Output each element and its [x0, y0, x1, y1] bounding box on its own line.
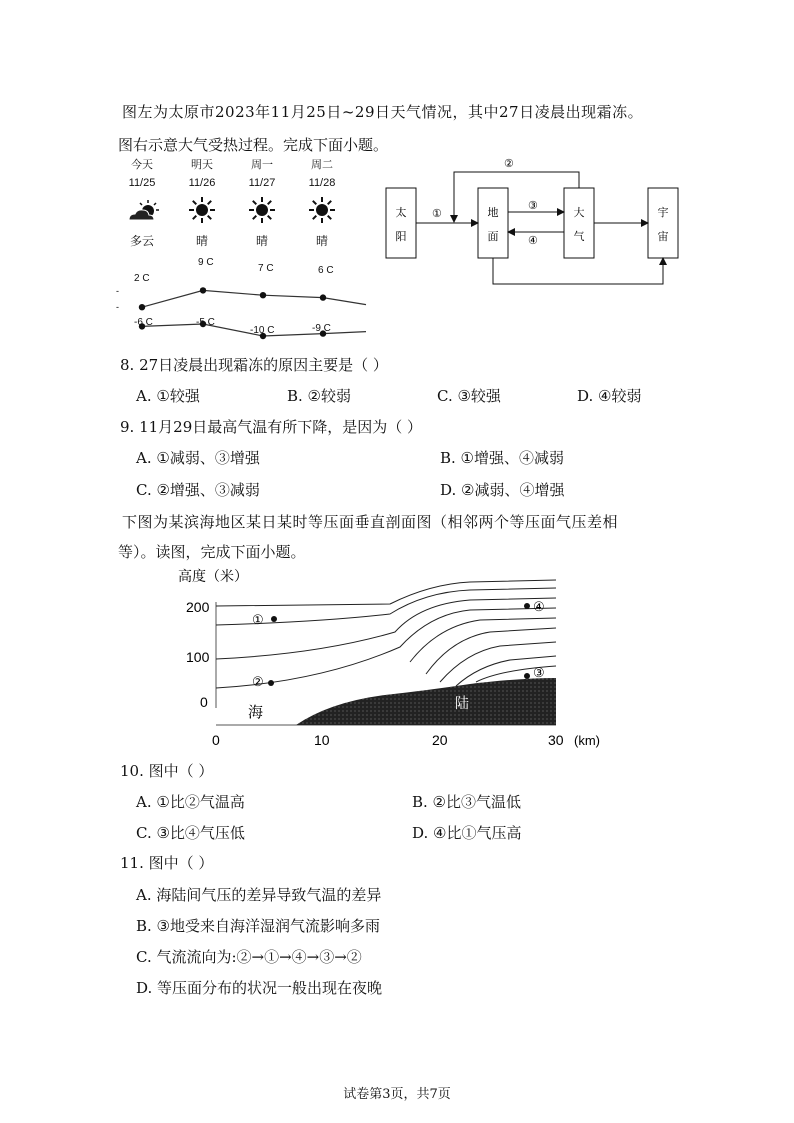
high-temp-point-2: [260, 292, 266, 298]
arrow-label-3: ③: [528, 200, 538, 212]
y-tick-100: 100: [186, 649, 210, 665]
weather-condition-1: 晴: [195, 234, 208, 248]
x-tick-20: 20: [432, 732, 448, 748]
weather-date-1: 11/26: [188, 177, 216, 189]
question-11-option-c[interactable]: C. 气流流向为:②→①→④→③→②: [136, 948, 362, 966]
ground-label-2: 面: [487, 231, 499, 243]
point-label-1: ①: [252, 612, 264, 627]
heating-process-diagram: [380, 152, 700, 292]
intro2-line-1: 下图为某滨海地区某日某时等压面垂直剖面图（相邻两个等压面气压差相: [122, 513, 619, 531]
question-11-option-a[interactable]: A. 海陆间气压的差异导致气温的差异: [136, 886, 382, 904]
weather-day-2: 周一: [251, 159, 273, 171]
sea-label: 海: [248, 704, 264, 721]
weather-day-0: 今天: [131, 159, 153, 171]
space-label-2: 宙: [657, 231, 669, 243]
y-tick-200: 200: [186, 599, 210, 615]
arrow-label-2: ②: [504, 158, 514, 170]
high-temp-point-0: [139, 304, 145, 310]
sun-box: [386, 188, 416, 258]
question-8-stem: 8. 27日凌晨出现霜冻的原因主要是（ ）: [120, 356, 388, 374]
axis-dash: -: [116, 302, 119, 312]
page-footer: 试卷第3页，共7页: [343, 1087, 451, 1102]
high-temp-label-2: 7 C: [258, 263, 274, 274]
high-temp-point-3: [320, 294, 326, 300]
space-label-1: 宇: [657, 207, 669, 219]
question-11-option-d[interactable]: D. 等压面分布的状况一般出现在夜晚: [136, 979, 383, 997]
sun-label-1: 太: [395, 207, 407, 219]
high-temp-label-1: 9 C: [198, 257, 214, 268]
question-10-option-b[interactable]: B. ②比③气温低: [412, 793, 522, 811]
weather-condition-3: 晴: [315, 234, 328, 248]
question-10-option-a[interactable]: A. ①比②气温高: [136, 793, 245, 811]
question-10-stem: 10. 图中（ ）: [120, 762, 214, 780]
point-marker-4: [524, 603, 530, 609]
point-label-4: ④: [533, 599, 545, 614]
question-8-option-d[interactable]: D. ④较弱: [577, 387, 642, 405]
sun-label-2: 阳: [395, 231, 407, 243]
low-temp-label-0: -6 C: [134, 317, 153, 328]
question-9-option-a[interactable]: A. ①减弱、③增强: [136, 449, 260, 467]
question-8-option-a[interactable]: A. ①较强: [136, 387, 200, 405]
ground-label-1: 地: [487, 207, 499, 219]
weather-forecast: [112, 152, 372, 342]
weather-date-3: 11/28: [308, 177, 336, 189]
x-tick-0: 0: [212, 732, 220, 748]
sun-icon: [188, 196, 216, 224]
high-temp-label-3: 6 C: [318, 265, 334, 276]
question-8-option-c[interactable]: C. ③较强: [437, 387, 501, 405]
point-marker-1: [271, 616, 277, 622]
point-marker-2: [268, 680, 274, 686]
sun-icon: [308, 196, 336, 224]
arrow-ground-to-space: [493, 258, 663, 284]
atmosphere-box: [564, 188, 594, 258]
space-box: [648, 188, 678, 258]
question-9-stem: 9. 11月29日最高气温有所下降，是因为（ ）: [120, 418, 423, 436]
intro2-line-2: 等）。读图，完成下面小题。: [118, 543, 306, 561]
ground-box: [478, 188, 508, 258]
intro-line-1: 图左为太原市2023年11月25日~29日天气情况，其中27日凌晨出现霜冻。: [122, 103, 644, 121]
point-label-3: ③: [533, 665, 545, 680]
low-temp-label-2: -10 C: [250, 325, 275, 336]
partly-cloudy-icon: [126, 198, 162, 224]
land-texture: [296, 678, 556, 725]
weather-condition-0: 多云: [129, 234, 154, 248]
question-9-option-b[interactable]: B. ①增强、④减弱: [440, 449, 565, 467]
arrow-atmosphere-back: [454, 172, 579, 222]
x-tick-10: 10: [314, 732, 330, 748]
high-temp-line: [142, 290, 366, 307]
question-11-option-b[interactable]: B. ③地受来自海洋湿润气流影响多雨: [136, 917, 381, 935]
isobar-cross-section: [170, 562, 620, 752]
intro-line-2: 图右示意大气受热过程。完成下面小题。: [118, 136, 389, 154]
y-tick-0: 0: [200, 694, 208, 710]
isobar-lines: [216, 580, 556, 688]
question-9-option-d[interactable]: D. ②减弱、④增强: [440, 481, 565, 499]
sun-icon: [248, 196, 276, 224]
atmosphere-label-2: 气: [573, 231, 585, 243]
isobar-y-label: 高度（米）: [178, 568, 248, 584]
atmosphere-label-1: 大: [573, 207, 585, 219]
question-9-option-c[interactable]: C. ②增强、③减弱: [136, 481, 260, 499]
question-10-option-d[interactable]: D. ④比①气压高: [412, 824, 522, 842]
low-temp-label-3: -9 C: [312, 323, 331, 334]
weather-date-0: 11/25: [128, 177, 156, 189]
question-11-stem: 11. 图中（ ）: [120, 854, 214, 872]
high-temp-point-1: [200, 287, 206, 293]
weather-date-2: 11/27: [248, 177, 276, 189]
low-temp-label-1: -5 C: [196, 317, 215, 328]
arrow-label-1: ①: [432, 208, 442, 220]
point-label-2: ②: [252, 674, 264, 689]
x-unit: (km): [574, 733, 600, 748]
arrow-label-4: ④: [528, 235, 538, 247]
x-tick-30: 30: [548, 732, 564, 748]
weather-condition-2: 晴: [255, 234, 268, 248]
point-marker-3: [524, 673, 530, 679]
axis-dash: -: [116, 286, 119, 296]
question-8-option-b[interactable]: B. ②较弱: [287, 387, 352, 405]
high-temp-label-0: 2 C: [134, 273, 150, 284]
weather-day-3: 周二: [311, 159, 333, 171]
question-10-option-c[interactable]: C. ③比④气压低: [136, 824, 245, 842]
weather-day-1: 明天: [191, 159, 213, 171]
land-label: 陆: [455, 695, 469, 711]
